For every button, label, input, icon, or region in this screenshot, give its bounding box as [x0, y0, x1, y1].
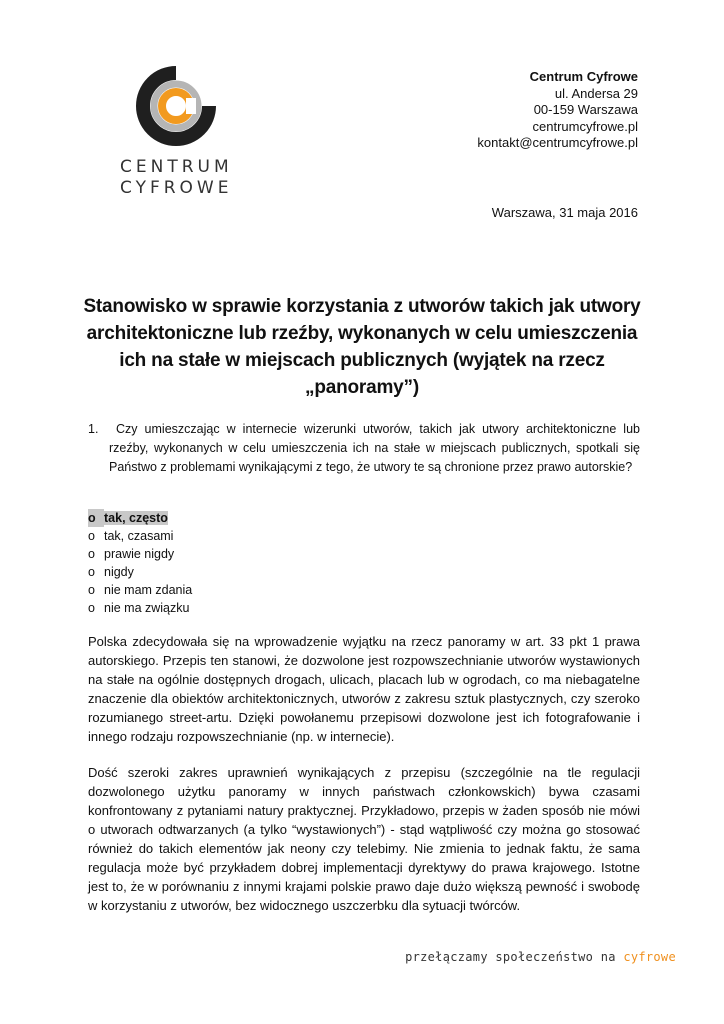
footer-accent: cyfrowe [623, 950, 676, 964]
sender-city: 00-159 Warszawa [533, 102, 638, 117]
logo-text-line2: CYFROWE [120, 178, 233, 198]
sender-address [477, 69, 638, 152]
option-item: o nie ma związku [88, 601, 190, 615]
logo-text-line1: CENTRUM [120, 157, 233, 177]
sender-name: Centrum Cyfrowe [529, 69, 638, 84]
question-1 [88, 420, 640, 477]
sender-email: kontakt@centrumcyfrowe.pl [477, 135, 638, 150]
sender-street: ul. Andersa 29 [554, 85, 638, 101]
footer-text: przełączamy społeczeństwo na [405, 950, 616, 964]
question-text: Czy umieszczając w internecie wizerunki utworów, takich jak utwory architektoniczne lub rzeźby, wykonanych w celu umieszczenia ich na stałe w miejscach publicznych, spotkali się Państwo z problemami wynikającymi z tego, że utwory te są chronione przez prawo autorskie? [109, 422, 640, 474]
question-number: 1. [88, 422, 99, 436]
body-paragraph-2: Dość szeroki zakres uprawnień wynikających z przepisu (szczególnie na tle regulacji dozwolonego użytku panoramy w innych państwach członkowskich) bywa czasami konfrontowany z pytaniami natury praktycznej. Przykładowo, przepis w żaden sposób nie mówi o utworach odtwarzanych (a tylko “wystawionych”) - stąd wątpliwość czy można go stosować również do takich elementów jak neony czy telebimy. Nie zmienia to jednak faktu, że sama regulacja może być przykładem dobrej implementacji dyrektywy do prawa krajowego. Istotne jest to, że w porównaniu z innymi krajami polskie prawo daje dużo większą pewność i swobodę w korzystaniu z utworów, bez widocznego uszczerbku dla sytuacji twórców. [88, 765, 640, 913]
answer-options [88, 509, 192, 617]
option-item: o prawie nigdy [88, 547, 175, 561]
option-selected: o tak, często [88, 511, 168, 525]
document-title: Stanowisko w sprawie korzystania z utworów takich jak utwory architektoniczne lub rzeźby, wykonanych w celu umieszczenia ich na stałe w miejscach publicznych (wyjątek na rzecz „panoramy”) [83, 296, 641, 398]
document-date: Warszawa, 31 maja 2016 [491, 205, 638, 220]
sender-website: centrumcyfrowe.pl [532, 118, 638, 134]
option-item: o nigdy [88, 565, 134, 579]
option-item: o tak, czasami [88, 529, 174, 543]
centrum-cyfrowe-logo [120, 62, 232, 202]
logo-c-icon [136, 66, 216, 146]
footer-slogan [405, 950, 676, 964]
body-paragraph-1: Polska zdecydowała się na wprowadzenie wyjątku na rzecz panoramy w art. 33 pkt 1 prawa autorskiego. Przepis ten stanowi, że dozwolone jest rozpowszechnianie utworów wystawionych na stałe na ogólnie dostępnych drogach, ulicach, placach lub w ogrodach, co ma niebagatelne znaczenie dla obiektów architektonicznych, utworów z zakresu sztuk plastycznych, czy szeroko rozumianego street-artu. Dzięki powołanemu przepisowi dozwolone jest ich fotografowanie i innego rodzaju rozpowszechnianie (np. w internecie). [88, 634, 640, 744]
option-item: o nie mam zdania [88, 583, 193, 597]
